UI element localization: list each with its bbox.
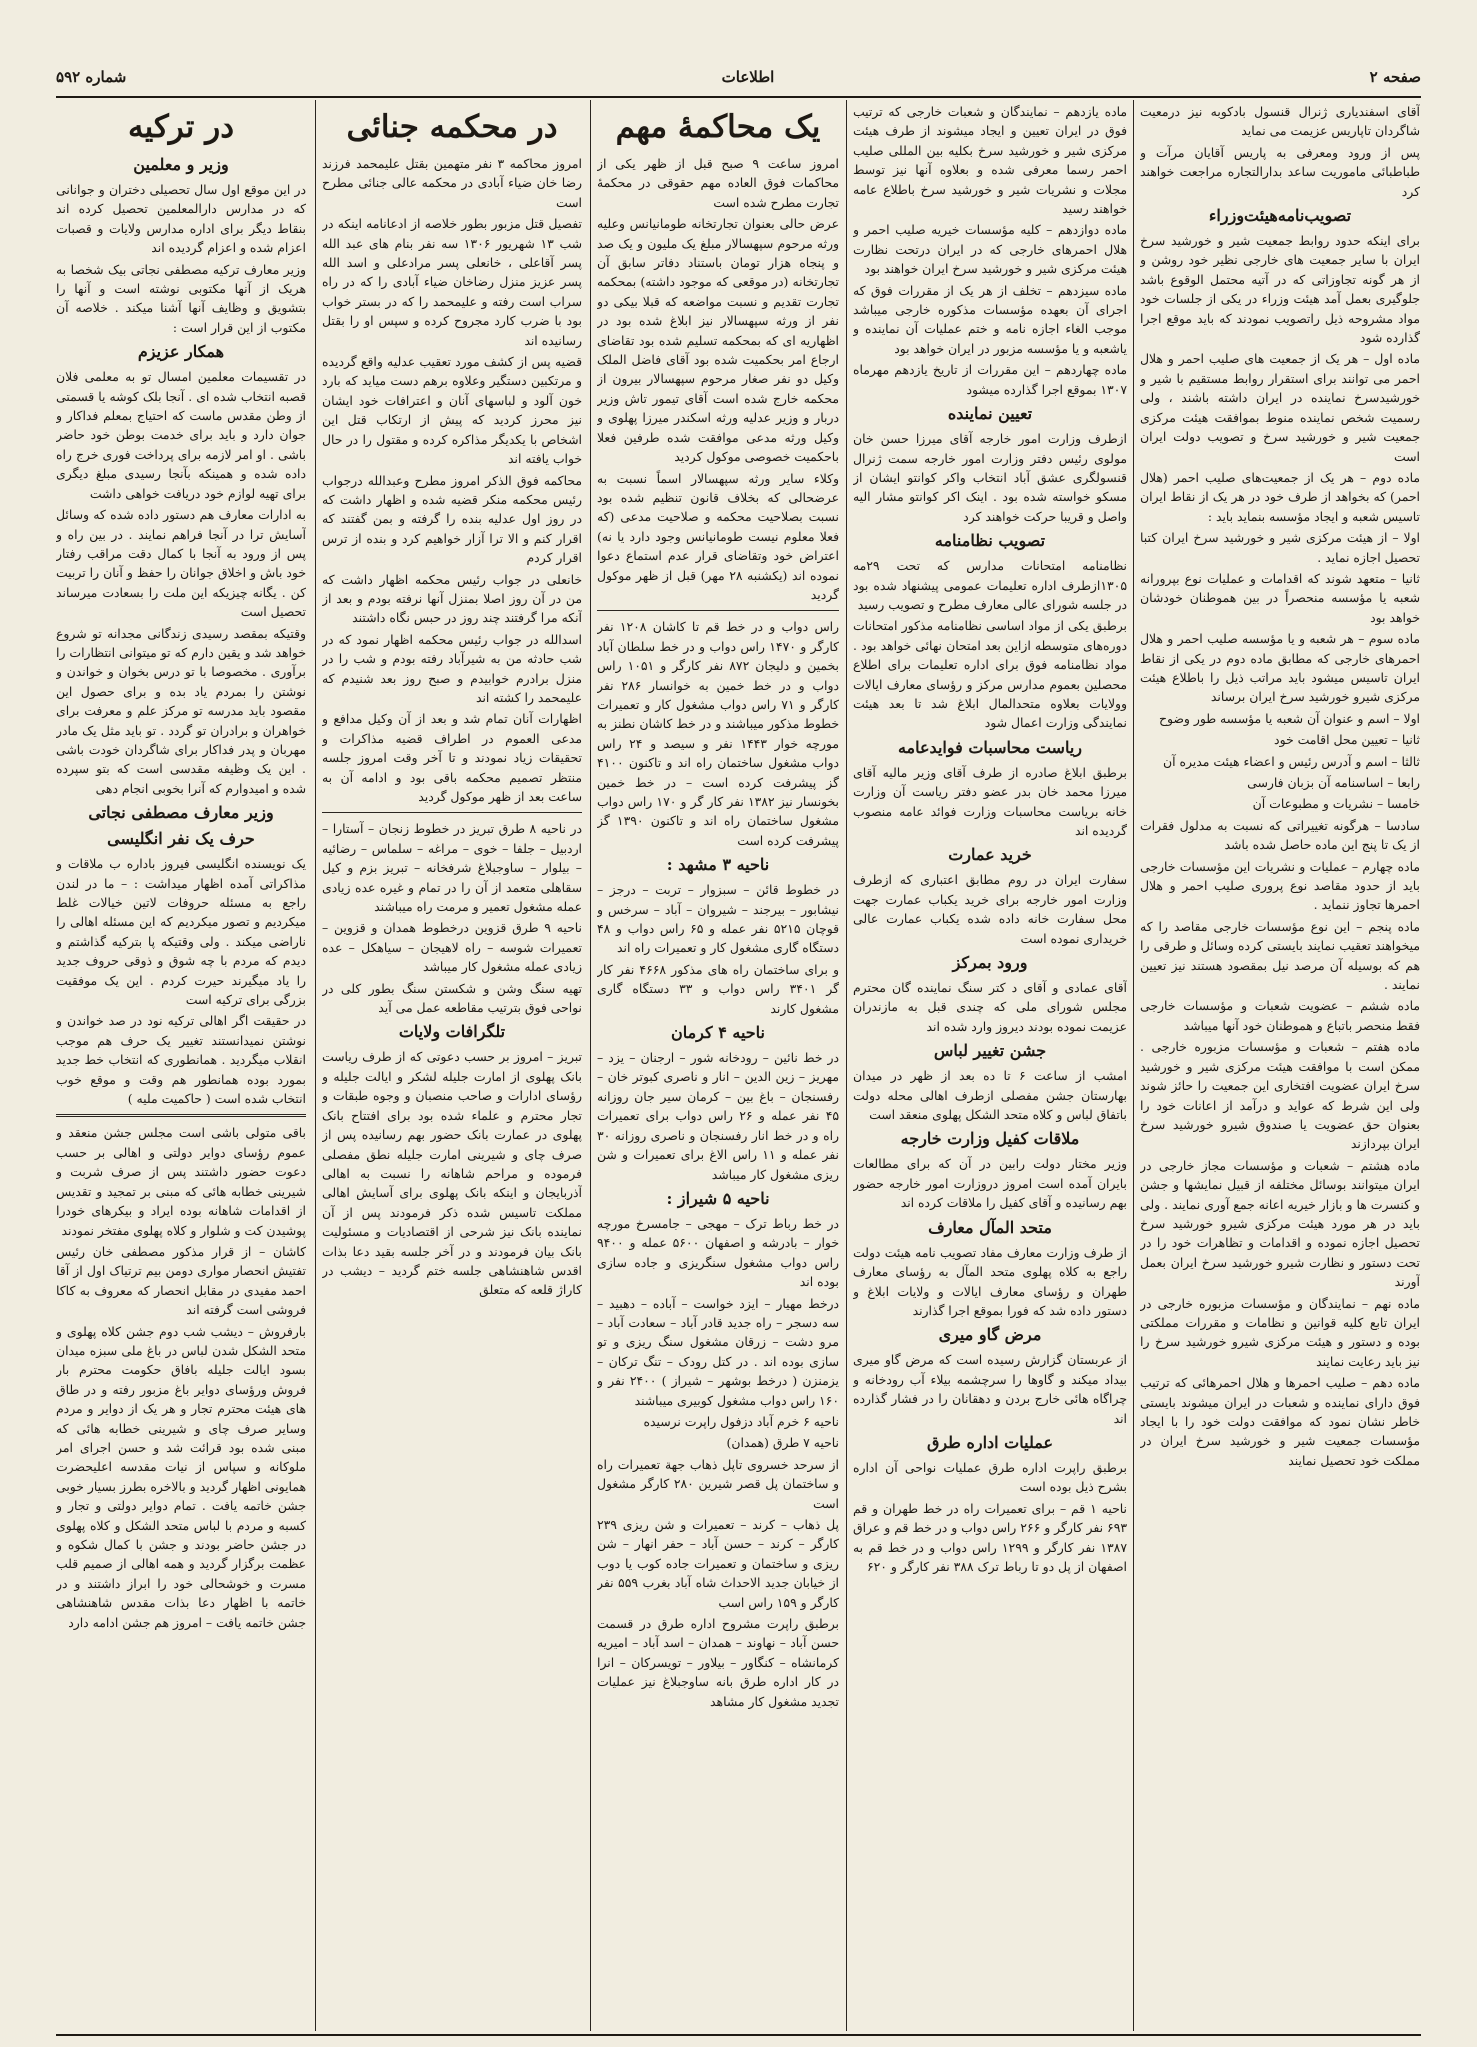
paragraph: وکلاء سایر ورثه سپهسالار اسماً نسبت به عرضحالی که بخلاف قانون تنظیم شده بود نسبت بصلاحیت محکمه و صلاحیت مدعی (که فعلا معلوم نیست طومانیانس وجود دارد یا نه) اعتراض خود وتقاضای قرار عدم استماع دعوا نموده اند (یکشنبه ۲۸ مهر) قبل از ظهر موکول گردید — [597, 470, 839, 602]
section-heading: حرف یک نفر انگلیسی — [107, 829, 255, 849]
section-heading: عملیات اداره طرق — [926, 1432, 1054, 1452]
paragraph: امروز ساعت ۹ صبح قبل از ظهر یکی از محاکمات فوق العاده مهم حقوقی در محکمهٔ تجارت مطرح شده است — [597, 156, 839, 210]
paragraph: عرض حالی بعنوان تجارتخانه طومانیانس وعلیه ورثه مرحوم سپهسالار مبلغ یک ملیون و یک صد و پنجاه هزار تومان باستناد دفاتر سابق آن تجارتخانه (در موقعی که موجود داشته) بمحکمه تجارت تقدیم و نسبت مواضعه که قبلا بیکی دو نفر از ورثه سپهسالار نیز ابلاغ شده بود در اظهاریه ای که بمحکمه تسلیم شده بود تقاضای ارجاع امر بحکمیت شده بود آقای فاضل الملک وکیل دو نفر صغار مرحوم سپهسالار بیرون از محکمه خارج شده است آقای تیمور تاش وزیر دربار و وزیر عدلیه ورثه اسکندر میرزا پهلوی و وکیل ورثه مدعی موافقت شده طرفین فعلا باحکمیت خصوصی موکول کردید — [597, 216, 839, 465]
paragraph: ماده دهم – صلیب احمرها و هلال احمرهائی که ترتیب فوق دارای نماینده و شعبات در ایران میشوند بایستی خاطر نشان نمود که موافقت دولت خود را با ایجاد مؤسسات جمعیت شیر و خورشید سرخ ایران در مملکت خود تحصیل نمایند — [1140, 1375, 1420, 1468]
column-divider — [315, 100, 316, 2031]
paragraph: و برای ساختمان راه های مذکور ۴۶۶۸ نفر کار گر ۳۴۰۱ راس دواب و ۳۳ دستگاه گاری مشغول کارند — [597, 961, 839, 1016]
paragraph: به ادارات معارف هم دستور داده شده که وسائل آسایش ترا در آنجا فراهم نمایند . در بین راه و پس از ورود به آنجا با کمال دقت مراقب رفتار خود باش و اخلاق جوانان را حفظ و آنان را تربیت کن . یگانه چیزیکه این ملت را بسعادت میرساند تحصیل است — [56, 507, 306, 620]
paragraph: وزیر معارف ترکیه مصطفی نجاتی بیک شخصا به هریک از آنها مکتوبی نوشته است و آنها را بتشویق و وظایف آنها آشنا میکند . خلاصه آن مکتوب از این قرار است : — [56, 261, 306, 335]
paragraph: امروز محاکمه ۳ نفر متهمین بقتل علیمحمد فرزند رضا خان ضیاء آبادی در محکمه عالی جنائی مطرح است — [322, 156, 582, 210]
column-5 — [56, 102, 306, 2029]
section-heading: تصویب‌نامه‌هیئت‌وزراء — [1208, 206, 1352, 226]
paragraph: ماده سوم – هر شعبه و یا مؤسسه صلیب احمر و هلال احمرهای خارجی که مطابق ماده دوم در یکی از نقاط ایران تاسیس میشود باید مراتب ذیل را باطلاع هیئت مرکزی شیرو خورشید سرخ ایران برساند — [1140, 631, 1420, 705]
column-3 — [597, 102, 839, 2029]
masthead — [56, 58, 1421, 96]
paragraph: از عربستان گزارش رسیده است که مرض گاو میری بیداد میکند و گاوها را سرچشمه بیلاء آب رودخانه و چراگاه هائی خارج بردن و دهقانان را در فشار گذارده اند — [853, 1352, 1127, 1426]
section-heading: ورود بمرکز — [952, 953, 1028, 973]
paragraph: امشب از ساعت ۶ تا ده بعد از ظهر در میدان بهارستان جشن مفصلی ازطرف اهالی محله دولت باتفاق لباس و کلاه متحد الشکل پهلوی منعقد است — [853, 1068, 1127, 1123]
top-rule — [56, 96, 1421, 98]
paragraph: تفصیل قتل مزبور بطور خلاصه از ادعانامه اینکه در شب ۱۳ شهریور ۱۳۰۶ سه نفر بنام های عبد الله پسر آقاعلی ، خانعلی پسر مرادعلی و اسد الله پسر عزیز منزل رضاخان ضیاء آبادی را که در راه سراب است رفته و علیمحمد را که در بستر خواب بود با ضرب کارد مجروح کرده و سپس او را بقتل رسانیده اند — [322, 216, 582, 348]
paragraph: ازطرف وزارت امور خارجه آقای میرزا حسن خان مولوی رئیس دفتر وزارت امور خارجه سمت ژنرال قنسولگری عشق آباد انتخاب واکر کوانتو ایشان از مسکو خواسته شده بود . اینک اکر کوانتو مشار الیه واصل و قریبا حرکت خواهند کرد — [853, 431, 1127, 524]
section-heading: تعیین نماینده — [947, 404, 1033, 424]
column-2 — [853, 102, 1127, 2029]
column-divider — [590, 100, 591, 2031]
paragraph: تبریز – امروز بر حسب دعوتی که از طرف ریاست بانک پهلوی از امارت جلیله لشکر و ایالت جلیله و رؤسای ادارات و صاحب منصبان و وجوه طبقات و تجار محترم و علماء شده بود برای افتتاح بانک پهلوی در عمارت بانک حضور بهم رسانیده پس از صرف چای و شیرینی امارت جلیله نطق مفصلی فرموده و مراحم شاهانه را نسبت به اهالی آذربایجان و اینکه بانک پهلوی برای آسایش اهالی مملکت تاسیس شده ذکر فرمودند پس از آن نماینده بانک نیز شرحی از اقتصادیات و مسئولیت بانک بیان فرمودند و در آخر جلسه بقید دعا بذات اقدس شاهنشاهی جلسه ختم گردید – دیشب در کاراژ قلعه که متعلق — [322, 1049, 582, 1298]
paragraph: ناحیه ۱ قم – برای تعمیرات راه در خط طهران و قم ۶۹۳ نفر کارگر و ۲۶۶ راس دواب و در خط قم و عراق ۱۳۸۷ نفر کارگر و ۱۲۹۹ راس دواب و در خط قم به اصفهان از پل دو تا رباط ترک ۳۸۸ نفر کارگر و ۶۲۰ — [853, 1500, 1127, 1574]
issue-number: شماره ۵۹۲ — [56, 68, 127, 86]
section-heading: ناحیه ۳ مشهد : — [666, 855, 770, 875]
page-number: صفحه ۲ — [1369, 68, 1421, 86]
paragraph: آقای عمادی و آقای د کتر سنگ نماینده گان محترم مجلس شورای ملی که چندی قبل به مازندران عزیمت نموده بودند دیروز وارد شده اند — [853, 980, 1127, 1034]
paragraph: ثانیا – تعیین محل اقامت خود — [1274, 732, 1420, 748]
paragraph: خامسا – نشریات و مطبوعات آن — [1252, 796, 1420, 812]
paragraph: درخط مهیار – ایزد خواست – آباده – دهبید – سه دسجر – راه جدید قادر آباد – سعادت آباد – مرو دشت – زرقان مشغول سنگ ریزی و تو سازی بوده اند . در کتل رودک – تنگ ترکان – یزمنزن ( درخط بوشهر – شیراز ) ۲۴۰۰ نفر و ۱۶۰ راس دواب مشغول کوبیری میباشند — [597, 1295, 839, 1408]
paragraph: اسدالله در جواب رئیس محکمه اظهار نمود که در شب حادثه من به شیرآباد رفته بودم و شب را در منزل برادرم خوابیدم و صبح روز بعد شنیدم که علیمحمد را کشته اند — [322, 631, 582, 705]
article-headline: در محکمه جنائی — [346, 109, 558, 145]
paragraph: سفارت ایران در روم مطابق اعتباری که ازطرف وزارت امور خارجه برای خرید یکباب عمارت جهت محل سفارت خانه داده شده یکباب عمارت عالی خریداری نموده است — [853, 872, 1127, 946]
paragraph: در ناحیه ۸ طرق تبریز در خطوط زنجان – آستارا – اردبیل – جلفا – خوی – مراغه – سلماس – رضائیه – بیلوار – ساوجبلاغ شرفخانه – تبریز بزم و کیل سقاهلی متعمد از آن را در تمام و غیره عده زیادی عمله مشغول تعمیر و مرمت راه میباشند — [322, 821, 582, 915]
column-1 — [1140, 102, 1420, 2029]
section-heading: وزیر و معلمین — [133, 155, 229, 174]
section-rule — [56, 1114, 306, 1117]
paragraph: ماده یازدهم – نمایندگان و شعبات خارجی که ترتیب فوق در ایران تعیین و ایجاد میشوند از طرف هیئت مرکزی شیر و خورشید سرخ بکلیه بین المللی صلیب احمر رسما معرفی شده و بعلاوه آنها نیز توسط مجلات و نشریات شیر و خورشید سرخ باطلاع عامه خواهند رسید — [853, 104, 1127, 217]
paragraph: خانعلی در جواب رئیس محکمه اظهار داشت که من در آن روز اصلا بمنزل آنها نرفته بودم و بعد از آنکه مرا گرفتند چند روز در حبس نگاه داشتند — [322, 571, 582, 626]
section-heading: خرید عمارت — [948, 845, 1032, 865]
paragraph: ماده نهم – نمایندگان و مؤسسات مزبوره خارجی در ایران تابع کلیه قوانین و نظامات و مقررات مملکتی بوده و دستور و هیئت مرکزی شیرو خورشید سرخ را نیز باید رعایت نمایند — [1140, 1295, 1420, 1369]
column-divider — [846, 100, 847, 2031]
paragraph: ناحیه ۹ طرق قزوین درخطوط همدان و قزوین – تعمیرات شوسه – راه لاهیجان – سیاهکل – عده زیادی عمله مشغول کار میباشد — [322, 920, 582, 975]
article-headline: در ترکیه — [127, 109, 235, 145]
paragraph: اظهارات آنان تمام شد و بعد از آن وکیل مدافع و مدعی العموم در اطراف قضیه مذاکرات و تحقیقات زیاد نمودند و تا آخر وقت امروز جلسه منتظر تصمیم محکمه باقی بود و ادامه آن به ساعت بعد از ظهر موکول گردید — [322, 711, 582, 804]
paragraph: ماده هفتم – شعبات و مؤسسات مزبوره خارجی . ممکن است با موافقت هیئت مرکزی شیر و خورشید سرخ ایران عضویت افتخاری این جمعیت را حائز شوند ولی این شرط که عواید و درآمد از اعانات خود را بعنوان حق عضویت یا صندوق شیرو خورشید سرخ ایران بپردازند — [1140, 1039, 1420, 1152]
paragraph: رابعا – اساسنامه آن بزبان فارسی — [1247, 775, 1420, 790]
section-heading: جشن تغییر لباس — [933, 1041, 1047, 1061]
paragraph: در خط رباط ترک – مهجی – جامسرخ مورچه خوار – بادرشه و اصفهان ۵۶۰۰ عمله و ۹۴۰۰ راس دواب مشغول سنگریزی و جاده سازی بوده اند — [597, 1215, 839, 1290]
paragraph: ماده چهاردهم – این مقررات از تاریخ یازدهم مهرماه ۱۳۰۷ بموقع اجرا گذارده میشود — [853, 362, 1127, 397]
paragraph: ناحیه ۷ طرق (همدان) — [726, 1435, 839, 1451]
paragraph: ماده هشتم – شعبات و مؤسسات مجاز خارجی در ایران میتوانند بوسائل مختلفه از قبیل نمایشها و جشن و کنسرت ها و بازار خیریه اعانه جمع آوری نمایند . ولی باید در هر مورد هیئت مرکزی شیرو خورشید سرخ تحصیل اجازه نموده و اقدامات و تظاهرات خود را در تحت دستور و نظارت شیرو خورشید سرخ ایران بعمل آورند — [1140, 1157, 1420, 1290]
column-divider — [1133, 100, 1134, 2031]
paragraph: تهیه سنگ وشن و شکستن سنگ بطور کلی در نواحی فوق بترتیب مقاطعه عمل می آید — [322, 980, 582, 1016]
paragraph: پس از ورود ومعرفی به پاریس آقایان مرآت و طباطبائی ماموریت ساعد بدارالتجاره مراجعت خواهند کرد — [1140, 144, 1420, 199]
paragraph: پل ذهاب – کرند – تعمیرات و شن ریزی ۲۳۹ کارگر – کرند – حسن آباد – حفر انهار – شن ریزی و ساختمان و تعمیرات جاده کوب یا دوب از خیابان جدید الاحداث شاه آباد بغرب ۵۵۹ نفر کارگر و ۱۵۹ راس اسب — [597, 1517, 839, 1610]
bottom-rule — [56, 2034, 1421, 2036]
paragraph: برطبق راپرت مشروح اداره طرق در قسمت حسن آباد – نهاوند – همدان – اسد آباد – امیریه کرمانشاه – کنگاور – بیلاور – تویسرکان – انرا در کار اداره طرق بانه ساوجبلاغ نیز عملیات تجدید مشغول کار مشاهد — [597, 1616, 839, 1709]
section-rule — [597, 610, 839, 611]
paragraph: در خطوط قائن – سبزوار – تربت – درجز – نیشابور – بیرجند – شیروان – آباد – سرخس و قوچان ۵۲۱۵ نفر عمله و ۶۵ راس دواب و ۴۸ دستگاه گاری مشغول کار و تعمیرات راه اند — [597, 882, 839, 956]
section-rule — [322, 812, 582, 813]
paragraph: ماده دوازدهم – کلیه مؤسسات خیریه صلیب احمر و هلال احمرهای خارجی که در ایران درتحت نظارت هیئت مرکزی شیر و خورشید سرخ ایران خواهند بود — [853, 222, 1127, 277]
paragraph: برطبق ابلاغ صادره از طرف آقای وزیر مالیه آقای میرزا محمد خان بدر عضو دفتر ریاست آن وزارت خانه بریاست محاسبات وزارت فوائد عامه منصوب گردیده اند — [853, 764, 1127, 838]
newspaper-name: اطلاعات — [721, 68, 775, 86]
paragraph: اولا – از هیئت مرکزی شیر و خورشید سرخ ایران کتبا تحصیل اجازه نماید . — [1140, 530, 1420, 565]
paragraph: ماده پنجم – این نوع مؤسسات خارجی مقاصد را که میخواهند تعقیب نمایند بایستی کرده وسائل و طرقی را هم که بوسیله آن مرصد نیل بمقصود هستند نیز تعیین نمایند . — [1140, 918, 1420, 993]
paragraph: ماده سیزدهم – تخلف از هر یک از مقررات فوق که اجرای آن بعهده مؤسسات مذکوره خارجی میباشد موجب الغاء اجازه نامه و ختم عملیات آن نماینده و یاشعبه و یا مؤسسه مزبور در ایران خواهد بود — [853, 282, 1127, 356]
paragraph: ناحیه ۶ خرم آباد دزفول راپرت نرسیده — [643, 1413, 839, 1429]
paragraph: راس دواب و در خط قم تا کاشان ۱۲۰۸ نفر کارگر و ۱۴۷۰ راس دواب و در خط سلطان آباد بخمین و دلیجان ۸۷۲ نفر کارگر و ۱۰۵۱ راس دواب و در خط خمین به خوانسار ۲۸۶ نفر کارگر و ۷۱ راس دواب مشغول کار و تعمیرات خطوط مذکور میباشند و در خط کاشان نطنز به مورچه خوار ۱۴۴۳ نفر و سیصد و ۲۴ راس دواب مشغول ساختمان راه اند و تاکنون ۴۱۰۰ گز پیشرفت کرده است – در خط خمین بخونسار نیز ۱۳۸۲ نفر کار گر و ۱۷۰ راس دواب مشغول ساختمان راه اند و تاکنون ۱۳۹۰ گز پیشرفت کرده است — [597, 619, 839, 848]
section-heading: ریاست محاسبات فوایدعامه — [897, 737, 1083, 757]
paragraph: باقی متولی باشی است مجلس جشن منعقد و عموم رؤسای دوایر دولتی و اهالی بر حسب دعوت حضور داشتند پس از صرف شربت و شیرینی خطابه هائی که مبنی بر تمجید و تقدیس از اقدامات شاهانه بوده ایراد و بیکرهای خودرا پوشیدن کت و شلوار و کلاه پهلوی مفتخر نمودند — [56, 1125, 306, 1238]
paragraph: از طرف وزارت معارف مفاد تصویب نامه هیئت دولت راجع به کلاه پهلوی متحد المآل به رؤسای معارف طهران و رؤسای معارف ایالات و ولایات ابلاغ و دستور داده شد که فورا بموقع اجرا گذارند — [853, 1244, 1127, 1318]
paragraph: ثالثا – اسم و آدرس رئیس و اعضاء هیئت مدیره آن — [1163, 753, 1420, 769]
paragraph: قضیه پس از کشف مورد تعقیب عدلیه واقع گردیده و مرتکبین دستگیر وعلاوه برهم دست میاید که بارد خون آلود و لباسهای آنان و اعترافات خود ایشان نیز محرز کردید که پیش از ارتکاب قتل این اشخاص با یکدیگر مذاکره کرده و مقتول را در حال خواب یافته اند — [322, 354, 582, 467]
section-heading: مرض گاو میری — [938, 1325, 1042, 1345]
paragraph: برطبق یکی از مواد اساسی نظامنامه مذکور امتحانات دوره‌های متوسطه ازاین بعد امتحان نهائی خواهد بود . مواد نظامنامه فوق برای اداره تعلیمات برای اطلاع محصلین بعموم مدارس مرکز و رؤسای معارف ایالات وولایات بعلاوه متحدالمال ابلاغ شد تا بعد هیئت نمایندگی وزارت اعمال شود — [853, 618, 1127, 731]
paragraph: آقای اسفندیاری ژنرال قنسول بادکوبه نیز درمعیت شاگردان تاپاریس عزیمت می نماید — [1140, 104, 1420, 139]
section-heading: متحد المآل معارف — [928, 1217, 1052, 1237]
section-heading: تلگرافات ولایات — [398, 1022, 506, 1042]
paragraph: یک نویسنده انگلیسی فیروز باداره ب ملاقات و مذاکراتی آمده اظهار میداشت : – ما در لندن راجع به مسئله حروفات لاتین خیالات غلط میکردیم و تصور میکردیم که این مسئله اهالی را ناراضی میکند . ولی وقتیکه پا بترکیه گذاشتم و دیدم که مردم با چه شوق و ذوقی حروف جدید را یاد میگیرند حیرت کردم . این یک موفقیت بزرگی برای ترکیه است — [56, 856, 306, 1008]
section-heading: ملاقات کفیل وزارت خارجه — [900, 1129, 1080, 1149]
section-heading: ناحیه ۴ کرمان — [670, 1023, 765, 1043]
paragraph: در این موقع اول سال تحصیلی دختران و جوانانی که در مدارس دارالمعلمین تحصیل کرده اند بنقاط دیگر برای اداره مدارس ولایات و قصبات اعزام شده و اعزام گردیده اند — [56, 182, 306, 256]
paragraph: اولا – اسم و عنوان آن شعبه یا مؤسسه طور وضوح — [1159, 710, 1420, 726]
paragraph: وزیر مختار دولت رابین در آن که برای مطالعات بایران آمده است امروز دروزارت امور خارجه حضور بهم رسانیده و آقای کفیل را ملاقات کرده اند — [853, 1156, 1127, 1211]
paragraph: ماده دوم – هر یک از جمعیت‌های صلیب احمر (هلال احمر) که بخواهد از طرف خود در هر یک از نقاط ایران تاسیس شعبه و ایجاد مؤسسه بنماید باید : — [1140, 469, 1420, 524]
paragraph: ماده چهارم – عملیات و نشریات این مؤسسات خارجی باید از حدود مقاصد نوع پروری صلیب احمر و هلال احمرها تجاوز ننماید . — [1140, 858, 1420, 913]
paragraph: در تقسیمات معلمین امسال تو به معلمی فلان قصبه انتخاب شده ای . آنجا بلک کوشه یا قسمتی از وطن مقدس ماست که احتیاج بمعلم فداکار و جوان دارد و باید برای خدمت بوطن خود حاضر باشی . او امر لازمه برای پرداخت فوری خرج راه داده شده و همینکه بآنجا رسیدی مبلغ دیگری برای تهیه لوازم خود دریافت خواهی داشت — [56, 369, 306, 501]
paragraph: کاشان – از قرار مذکور مصطفی خان رئیس تفتیش انحصار مواری دومن بیم ترتیاک اول از آقا احمد مفیدی در مقابل انحصار که معروف به کاکا فروشی است گرفته اند — [56, 1243, 306, 1318]
paragraph: وقتیکه بمقصد رسیدی زندگانی مجدانه تو شروع خواهد شد و یقین دارم که تو میتوانی انتظارات را برآوری . مخصوصا با تو درس بخوان و خواندن و نوشتن را بمردم یاد بده و برای حصول این مقصود باید مدرسه تو مرکز علم و معرفت برای خواهران و برادران تو گردد . تو باید مثل یک مادر مهربان و پدر فداکار برای شاگردان خودت باشی . این یک وظیفه مقدسی است که بتو سپرده شده و امیدوارم که آنرا بخوبی انجام دهی — [56, 625, 306, 796]
paragraph: نظامنامه امتحانات مدارس که تحت ۲۹مه ۱۳۰۵ازطرف اداره تعلیمات عمومی پیشنهاد شده بود در جلسه شورای عالی معارف مطرح و تصویب رسید — [853, 558, 1127, 612]
section-heading: همکار عزیزم — [137, 342, 225, 362]
column-4 — [322, 102, 582, 2029]
paragraph: ماده اول – هر یک از جمعیت های صلیب احمر و هلال احمر می توانند برای استقرار روابط مستقیم با شیر و خورشیدسرخ نماینده در ایران داشته باشند ، ولی رسمیت شخص نماینده منوط بموافقت هیئت مرکزی جمعیت شیر و خورشید سرخ و تصویب دولت ایران است — [1140, 351, 1420, 464]
paragraph: از سرحد خسروی تاپل ذهاب جهة تعمیرات راه و ساختمان پل قصر شیرین ۲۸۰ کارگر مشغول است — [597, 1456, 839, 1511]
paragraph: برطبق راپرت اداره طرق عملیات نواحی آن اداره بشرح ذیل بوده است — [853, 1459, 1127, 1495]
paragraph: در خط نائین – رودخانه شور – ارجنان – یزد – مهریز – زین الدین – انار و ناصری کبوتر خان – رفسنجان – باغ بین – کرمان سیر جان روزانه ۴۵ نفر عمله و ۲۶ راس دواب برای تعمیرات راه و در خط انار رفسنجان و ناصری روزانه ۳۰ نفر عمله و ۱۱ راس الاغ برای تعمیرات و شن ریزی مشغول کار میباشد — [597, 1050, 839, 1182]
paragraph: سادسا – هرگونه تغییراتی که نسبت به مدلول فقرات از یک تا پنج این ماده حاصل شده باشد — [1140, 817, 1420, 853]
paragraph: برای اینکه حدود روابط جمعیت شیر و خورشید سرخ ایران با سایر جمعیت های خارجی نظیر خود روشن و از هر گونه تجاوزاتی که در آتیه محتمل الوقوع باشد جلوگیری بعمل آمد هیئت وزراء در یکی از جلسات خود مواد مشروحه ذیل راتصویب نمودند که باید موقع اجرا گذارده شود — [1140, 233, 1420, 346]
paragraph: بارفروش – دیشب شب دوم جشن کلاه پهلوی و متحد الشکل شدن لباس در باغ ملی سبزه میدان بسود ایالت جلیله بافاق حکومت محترم بار فروش ورؤسای دوایر باغ مزبور رفته و در طاق های هیئت محترم تجار و هر یک از دوایر و مردم وسایر صرف چای و شیرینی خطابه هائی که مبنی شده بود قرائت شد و حسن اجرای امر ملوکانه و سپاس از نیات مقدسه اعلیحضرت همایونی اظهار گردید و بالاخره بطرز بسیار خوبی جشن خاتمه یافت . تمام دوایر دولتی و تجار و کسبه و مردم با لباس متحد الشکل و کلاه پهلوی در جشن حاضر بودند و جشن با کمال شکوه و عظمت برگزار گردید و همه اهالی از صمیم قلب مسرت و خوشحالی خود را ابراز داشتند و در خاتمه با اظهار دعا بذات مقدس شاهنشاهی جشن خاتمه یافت – امروز هم جشن ادامه دارد — [56, 1323, 306, 1630]
article-headline: یک محاکمهٔ مهم — [615, 109, 821, 145]
section-heading: ناحیه ۵ شیراز : — [666, 1188, 770, 1208]
signature: وزیر معارف مصطفی نجاتی — [88, 803, 274, 823]
paragraph: ثانیا – متعهد شوند که اقدامات و عملیات نوع بپرورانه شعبه یا مؤسسه منحصراً در بین هموطنان خودشان خواهد بود — [1140, 570, 1420, 625]
paragraph: ماده ششم – عضویت شعبات و مؤسسات خارجی فقط منحصر باتباع و هموطنان خود آنها میباشد — [1140, 998, 1420, 1033]
paragraph: محاکمه فوق الذکر امروز مطرح وعبدالله درجواب رئیس محکمه منکر قضیه شده و اظهار داشت که در روز اول عدلیه بنده را گرفته و بمن گفتند که اقرار کنم و الا ترا آزار خواهیم کرد و بنده از ترس اقرار کردم — [322, 472, 582, 566]
paragraph: در حقیقت اگر اهالی ترکیه نود در صد خواندن و نوشتن نمیدانستند تغییر یک حرف هم موجب انقلاب میگردید . همانطوری که انتخاب خط جدید بمورد بوده همانطور هم وقت و موقع خوب انتخاب شده است ( حاکمیت ملیه ) — [56, 1013, 306, 1107]
section-heading: تصویب نظامنامه — [934, 531, 1046, 551]
